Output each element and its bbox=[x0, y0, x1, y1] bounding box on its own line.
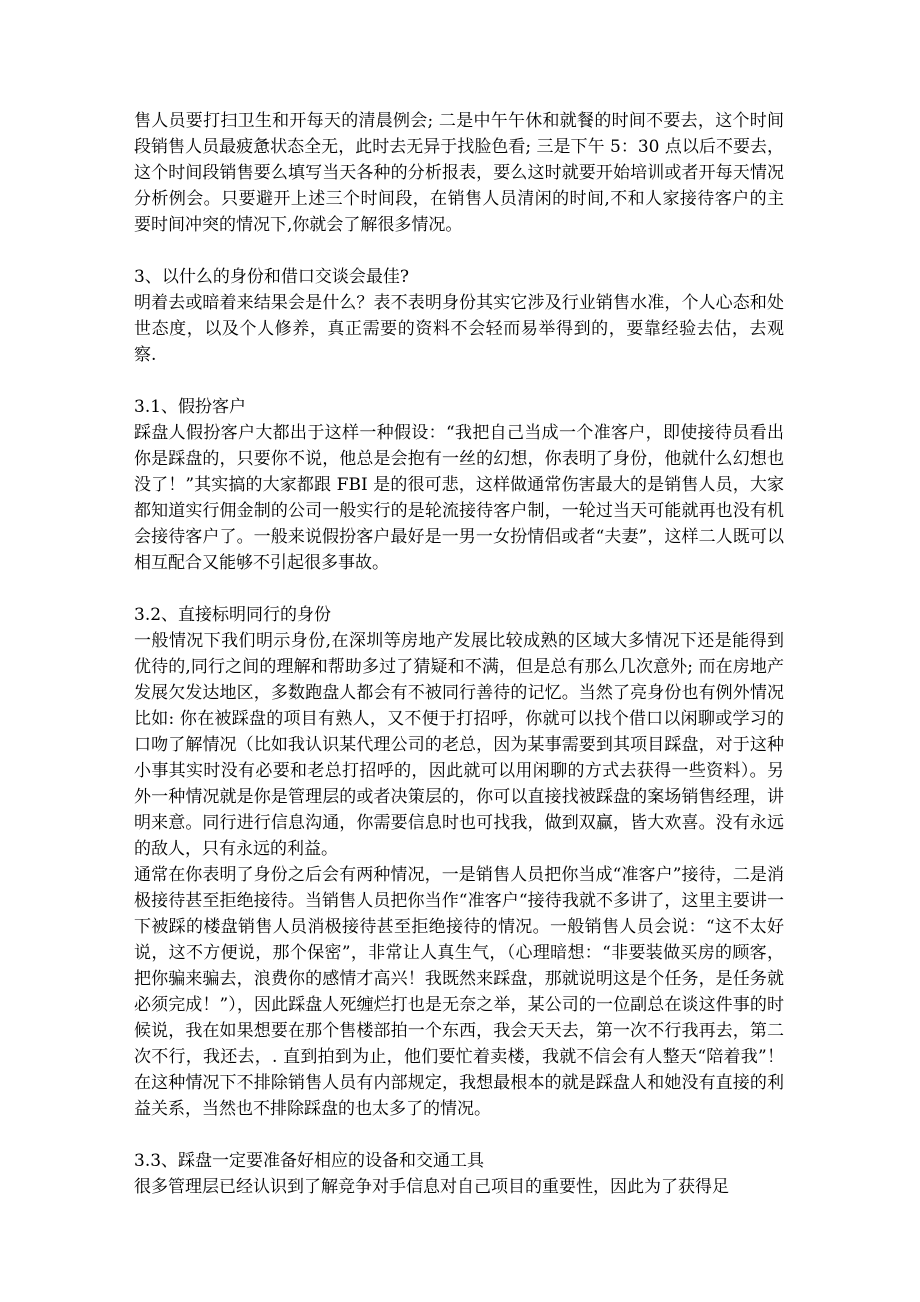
paragraph-gap bbox=[134, 238, 784, 264]
section-heading-3-1: 3.1、假扮客户 bbox=[134, 397, 247, 417]
section-heading-3-2: 3.2、直接标明同行的身份 bbox=[134, 605, 332, 625]
paragraph-pretend-customer: 踩盘人假扮客户大都出于这样一种假设：“我把自己当成一个准客户，即使接待员看出你是踩盘的，只要你不说，他总是会抱有一丝的幻想，你表明了身份，他就什么幻想也没了！”其实搞的大家都跟 FBI 是的很可悲，这样做通常伤害最大的是销售人员，大家都知道实行佣金制的公司一般实行的是轮流接待客户制，一轮过当天可能就再也没有机会接待客户了。一般来说假扮客户最好是一男一女扮情侣或者“夫妻”，这样二人既可以相互配合又能够不引起很多事故。 bbox=[134, 423, 784, 573]
section-heading-3: 3、以什么的身份和借口交谈会最佳? bbox=[134, 267, 409, 287]
paragraph-equipment: 很多管理层已经认识到了解竞争对手信息对自己项目的重要性，因此为了获得足 bbox=[134, 1177, 729, 1197]
section-heading-3-3: 3.3、踩盘一定要准备好相应的设备和交通工具 bbox=[134, 1151, 485, 1171]
paragraph-two-situations: 通常在你表明了身份之后会有两种情况，一是销售人员把你当成“准客户”接待，二是消极接待甚至拒绝接待。当销售人员把你当作“准客户“接待我就不多讲了，这里主要讲一下被踩的楼盘销售人员消极接待甚至拒绝接待的情况。一般销售人员会说：“这不太好说，这不方便说，那个保密”，非常让人真生气，（心理暗想：“非要装做买房的顾客，把你骗来骗去，浪费你的感情才高兴！我既然来踩盘，那就说明这是个任务，是任务就必须完成！”），因此踩盘人死缠烂打也是无奈之举，某公司的一位副总在谈这件事的时候说，我在如果想要在那个售楼部拍一个东西，我会天天去，第一次不行我再去，第二次不行，我还去，. 直到拍到为止，他们要忙着卖楼，我就不信会有人整天“陪着我”！ 在这种情况下不排除销售人员有内部规定，我想最根本的就是踩盘人和她没有直接的利益关系，当然也不排除踩盘的也太多了的情况。 bbox=[134, 865, 801, 1119]
paragraph-gap bbox=[134, 368, 784, 394]
paragraph-gap bbox=[134, 576, 784, 602]
paragraph-declare-identity: 一般情况下我们明示身份,在深圳等房地产发展比较成熟的区域大多情况下还是能得到优待的,同行之间的理解和帮助多过了猜疑和不满，但是总有那么几次意外; 而在房地产发展欠发达地区，多数跑盘人都会有不被同行善待的记忆。当然了亮身份也有例外情况比如: 你在被踩盘的项目有熟人，又不便于打招呼，你就可以找个借口以闲聊或学习的口吻了解情况（比如我认识某代理公司的老总，因为某事需要到其项目踩盘，对于这种小事其实时没有必要和老总打招呼的，因此就可以用闲聊的方式去获得一些资料）。另外一种情况就是你是管理层的或者决策层的，你可以直接找被踩盘的案场销售经理，讲明来意。同行进行信息沟通，你需要信息时也可找我，做到双赢，皆大欢喜。没有永远的敌人，只有永远的利益。 bbox=[134, 631, 784, 859]
document-page bbox=[134, 108, 801, 1200]
paragraph-visit-timing: 售人员要打扫卫生和开每天的清晨例会; 二是中午午休和就餐的时间不要去，这个时间段销售人员最疲惫状态全无，此时去无异于找脸色看; 三是下午 5：30 点以后不要去，这个时间段销售要么填写当天各种的分析报表，要么这时就要开始培训或者开每天情况分析例会。只要避开上述三个时间段，在销售人员清闲的时间,不和人家接待客户的主要时间冲突的情况下,你就会了解很多情况。 bbox=[134, 111, 784, 235]
paragraph-gap bbox=[134, 1122, 784, 1148]
paragraph-identity-intro: 明着去或暗着来结果会是什么？表不表明身份其实它涉及行业销售水准，个人心态和处世态度，以及个人修养，真正需要的资料不会轻而易举得到的，要靠经验去估，去观察. bbox=[134, 293, 784, 365]
